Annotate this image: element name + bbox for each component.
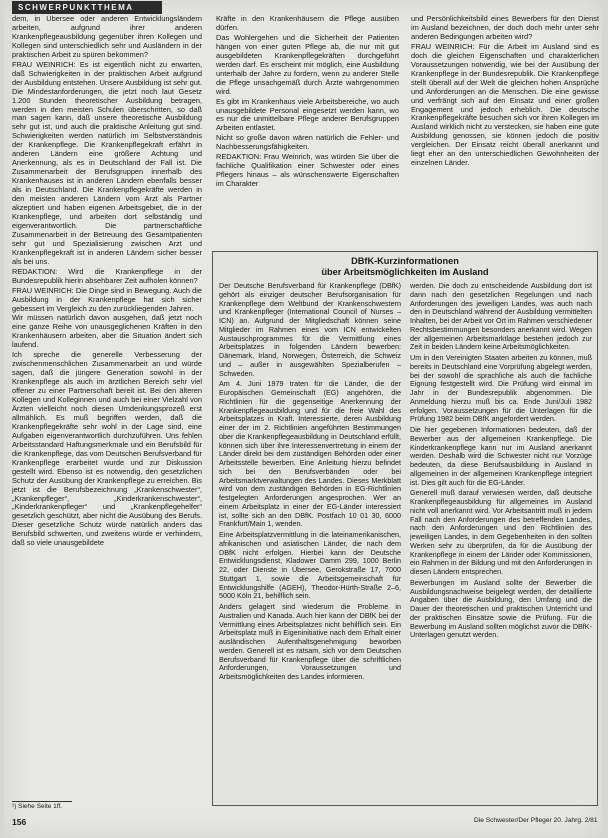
page-number: 156 (12, 817, 27, 827)
running-footer: Die Schwester/Der Pfleger 20. Jahrg. 2/81 (474, 817, 598, 824)
info-box-title (213, 252, 597, 277)
paragraph: Anders gelagert sind wiederum die Probleme in Australien und Kanada. Auch hier kann der DBfK bei der Vermittlung eines Arbeitsplatzes nicht behilflich sein. Ein Arbeitsplatz muß in Eigeninitiative nach dem Erhalt einer ausländischen Aufenthaltsgenehmigung beworben werden. Generell ist es ratsam, sich vor dem Deutschen Berufsverband für Krankenpflege über die schriftlichen Anforderungen, Voraussetzungen und Arbeitsmöglichkeiten des Landes informieren. (219, 602, 401, 681)
paragraph: Um in den Vereinigten Staaten arbeiten zu können, muß bereits in Deutschland eine Vorprüfung abgelegt werden, bei der sowohl die sprachliche als auch die fachliche Eignung festgestellt wird. Die Prüfung wird einmal im Jahr in der Bundesrepublik abgenommen. Die Anmeldung hierzu muß bis ca. Ende Juni/Juli 1982 erfolgen. Voraussetzungen für die Unterlagen für die Prüfung 1982 beim DBfK angefordert werden. (410, 353, 592, 424)
info-box (212, 251, 598, 806)
footnote: ¹) Siehe Seite 1ff. (12, 803, 63, 810)
text-column-1 (12, 15, 202, 791)
paragraph: Generell muß darauf verwiesen werden, daß deutsche Krankenpflegeausbildung für allgemeines im Ausland nicht voll anerkannt wird. Vor Arbeitsantritt muß in jedem Fall nach den Anforderungen des betreffenden Landes, nach den Anforderungen und den Richtlinien des jeweiligen Landes, in dem Gegebenheiten in den sollten Werken sehr zu überprüfen, da für die Ausübung der Krankenpflege in einem der Länder oder Kommissionen, ein Rahmen in der Bildung und mit den Anforderungen in diesen Ländern entsprechen. (410, 488, 592, 576)
paragraph: werden. Die doch zu entscheidende Ausbildung dort ist dann nach den gesetzlichen Regelungen und nach Anforderungen des jeweiligen Landes, was auch nach den in Deutschland während der Ausbildung vermittelten Inhalten, bei der Arbeit vor Ort im Rahmen verschiedener Rechtsbestimmungen besonders anerkannt wird. Wegen der allgemeinen Arbeitsmarktlage bestehen jedoch zur Zeit in beiden Ländern keine Arbeitsmöglichkeiten. (410, 282, 592, 352)
paragraph: Eine Arbeitsplatzvermittlung in die lateinamerikanischen, afrikanischen und asiatischen Länder, die nach dem DBfK nicht erfolgen. Hierbei kann der Deutsche Entwicklungsdienst, Kladower Damm 299, 1000 Berlin 22, oder Dienste in Übersee, Gerokstraße 17, 7000 Stuttgart 1, sowie die Arbeitsgemeinschaft für Entwicklungshilfe (AGEH), Theodor-Hürth-Straße 2–6, 5000 Köln 21, behilflich sein. (219, 530, 401, 601)
paragraph: FRAU WEINRICH: Es ist eigentlich nicht zu erwarten, daß Schwierigkeiten in der praktischen Arbeit aufgrund der Ausbildung entstehen. Unsere Ausbildung ist sehr gut. Die Mindestanforderungen, die jetzt noch laut Gesetz 1.200 Stunden theoretischer Ausbildung betragen, werden in den meisten Schulen überschritten, so daß man sagen kann, daß unsere theoretische Ausbildung sehr gut ist, und auch die praktische Anleitung gut sind. Schwierigkeiten werden natürlich im Selbstverständnis der Krankenpflege. Die Krankenpflegekraft erfährt in anderen Ländern eine größere Achtung und Anerkennung, als es in Deutschland der Fall ist. Die Zusammenarbeit der Berufsgruppen innerhalb des Krankenhauses ist in anderen Ländern ebenfalls besser als in Deutschland. Die Krankenpflegekräfte werden in den meisten anderen Ländern vom Arzt als Partner akzeptiert und haben eigenen Arbeitsgebiet, die in der Krankenpflege, und arbeiten dort selbständig und eigenverantwortlich. Die partnerschaftliche Zusammenarbeit in der Betreuung des Gesamtpatienten sehr gut und Spezialisierung zwischen Arzt und Krankenpflegekraft ist in anderen Ländern sicher besser als bei uns. (12, 59, 202, 266)
paragraph: REDAKTION: Frau Weinrich, was würden Sie über die fachliche Qualifikation einer Schwester oder eines Pflegers hinaus – als wünschenswerte Eigenschaften im Charakter (216, 152, 399, 189)
paragraph: Ich spreche die generelle Verbesserung der zwischenmenschlichen Zusammenarbeit an und würde sagen, daß die jüngere Generation sowohl in der Krankenpflege als auch im ärztlichen Bereich sehr viel offener zu einer Partnerschaft bereit ist. Bei den älteren Kollegen und Kolleginnen und auch bei einer Vielzahl von Ärzten vielleicht noch diesen Umdenkungsprozeß erst allmählich. Es muß begriffen werden, daß die Krankenpflegekräfte sehr wohl in der Lage sind, eine Aufgaben eigenverantwortlich durchzuführen. Uns fehlen Arbeitsstandard Haftungsmerkmale und ein Berufsbild für die Krankenpflege, das vom Deutschen Berufsverband für Krankenpflege erarbeitet wurde und zur Diskussion gestellt wird. Ebenso ist es notwendig, den gesetzlichen Schutz der Ausübung der Krankenpflege zu erreichen. Bis jetzt ist die Berufsbezeichnung „Krankenschwester“, „Krankenpfleger“, „Kinderkrankenschwester“, „Kinderkrankenpfleger“ und „Krankenpflegehelfer“ gesetzlich geschützt, aber nicht die Ausübung des Berufs. Dieser gesetzliche Schutz würde natürlich anders das Berufsbild schwerten, und zweitens würde er verhindern, daß so viele unausgebildete (12, 350, 202, 548)
paragraph: Wir müssen natürlich davon ausgehen, daß jetzt noch eine ganze Reihe von unausgeglichenen Kräften in den Krankenhäusern arbeiten, aber die Situation ändert sich laufend. (12, 313, 202, 350)
paragraph: Am 4. Juni 1979 traten für die Länder, die der Europäischen Gemeinschaft (EG) angehören, die Richtlinien für die gegenseitige Anerkennung der Krankenpflegeausbildung und für die freie Wahl des Arbeitsplatzes in Kraft. Interessierte, deren Ausbildung einer der im 2. Richtlinien angeführten Bestimmungen über die Krankenpflegeausbildung in Deutschland erfüllt, können sich über ihre Interessenvertretung in einem der Länder direkt bei dem zuständigen Behörden oder einer Arbeitsstelle bewerben. Eine Anleitung hierzu befindet sich bei den Berufsverbänden oder bei Arbeitsmarktverwaltungen des Landes. Dieses Merkblatt wird von dem zuständigen Behörden in EG-Richtlinien festgelegten Anforderungen angesprochen. Wer an einem Arbeitsplatz in einer der EG-Länder interessiert ist, sollte sich an den DBfK. Postfach 10 01 30, 6000 Frankfurt/Main 1, wenden. (219, 379, 401, 529)
paragraph: Bewerbungen im Ausland sollte der Bewerber die Ausbildungsnachweise beigelegt werden, der detaillierte Angaben über die Ausbildung, den Umfang und die Dauer der theoretischen und praktischen Unterricht und der praktischen Einsätze sowie die Prüfung. Für die Bewerbung im Ausland sollten möglichst zuvor die DBfK-Unterlagen genutzt werden. (410, 577, 592, 640)
section-rubric: SCHWERPUNKTTHEMA (12, 1, 162, 14)
paragraph: Das Wohlergehen und die Sicherheit der Patienten hängen von einer guten Pflege ab, die nur mit gut ausgebildeten Krankenpflegekräften durchgeführt werden darf. Es erscheint mir möglich, eine Ausbildung unterhalb der Jahre zu fordern, wenn zu anderer Stelle die Pflege unsachgemäß durch Ärzte wahrgenommen wird. (216, 32, 399, 96)
info-box-title-line: DBfK-Kurzinformationen (351, 256, 459, 266)
footnote-rule (12, 801, 72, 802)
paragraph: Kräfte in den Krankenhäusern die Pflege ausüben dürfen. (216, 15, 399, 32)
text-column-3 (411, 15, 599, 237)
paragraph: Nicht so große davon wären natürlich die Fehler- und Nachbesserungsfähigkeiten. (216, 133, 399, 152)
paragraph: und Persönlichkeitsbild eines Bewerbers für den Dienst im Ausland bezeichnen, der doch doch mehr unter sehr anderen Bedingungen arbeiten wird? (411, 15, 599, 41)
paragraph: REDAKTION: Wird die Krankenpflege in der Bundesrepublik hierin absehbarer Zeit aufholen können? (12, 266, 202, 285)
paragraph: FRAU WEINRICH: Die Dinge sind in Bewegung. Auch die Ausbildung in der Krankenpflege hat sich sicher gebessert im Vergleich zu den zurückliegenden Jahren. (12, 285, 202, 313)
info-box-column-2 (410, 282, 592, 800)
text-column-2 (216, 15, 399, 237)
paragraph: Die hier gegebenen Informationen bedeuten, daß der Bewerber aus der allgemeinen Krankenpflege. Die Kinderkrankenpflege kann nur im Ausland anerkannt werden. Deshalb wird die Schwester nicht nur Vorzüge bedeuten, da diese Berufsausbildung in Ausland in allgemeinen in der allgemeinen Krankenpflege integriert ist. Dies gilt auch für die EG-Länder. (410, 425, 592, 487)
info-box-column-1 (219, 282, 401, 800)
paragraph: dem, in Übersee oder anderen Entwicklungsländern arbeiten, aufgrund ihrer anderen Krankenpflegeausbildung gegenüber ihren Kollegen und Kollegen sind unterschiedlich sehr und Ausländern in der praktischen Arbeit zu spüren bekommen? (12, 15, 202, 59)
paragraph: Der Deutsche Berufsverband für Krankenpflege (DBfK) gehört als einziger deutscher Berufsorganisation für Krankenpflege dem Weltbund der Krankenschwestern und Krankenpfleger (International Council of Nurses – ICN) an. Aufgrund der Mitgliedschaft können seine Mitglieder im Rahmen eines vom ICN entwickelten Austauschprogrammes für die Vermittlung eines Arbeitsplatzes in folgenden Ländern bewerben: Dänemark, Irland, Norwegen, Österreich, die Schweiz und – außer in ausgewählten Spezialberufen – Schweden. (219, 282, 401, 378)
paragraph: Es gibt im Krankenhaus viele Arbeitsbereiche, wo auch unausgebildete Personal eingesetzt werden kann, wo es nur die unmittelbare Pflege anderer Berufsgruppen Arbeiten entlastet. (216, 96, 399, 133)
paragraph: FRAU WEINRICH: Für die Arbeit im Ausland sind es doch die gleichen Eigenschaften und charakterlichen Voraussetzungen notwendig, wie bei der Ausübung der Krankenpflege in der Bundesrepublik. Die Krankenpflege stellt überall auf der Welt die gleichen hohen Ansprüche und Anforderungen an die Menschen. Die eine gewisse und verfrängt sich auf den Einsatz und einer großen Engagement und jedoch erheblich. Die deutsche Krankenpflegekräfte besuchen sich vor ihren Kollegen im Ausland wirklich nicht zu verstecken, sie haben eine gute Ausbildung genossen, sie können jedoch die positiv vergleichen. Der Einsatz reicht überall anerkannt und liegt eher an den unterschiedlichen Gewohnheiten der einzelnen Länder. (411, 41, 599, 168)
magazine-page (4, 0, 602, 838)
info-box-subtitle-line: über Arbeitsmöglichkeiten im Ausland (321, 266, 489, 277)
